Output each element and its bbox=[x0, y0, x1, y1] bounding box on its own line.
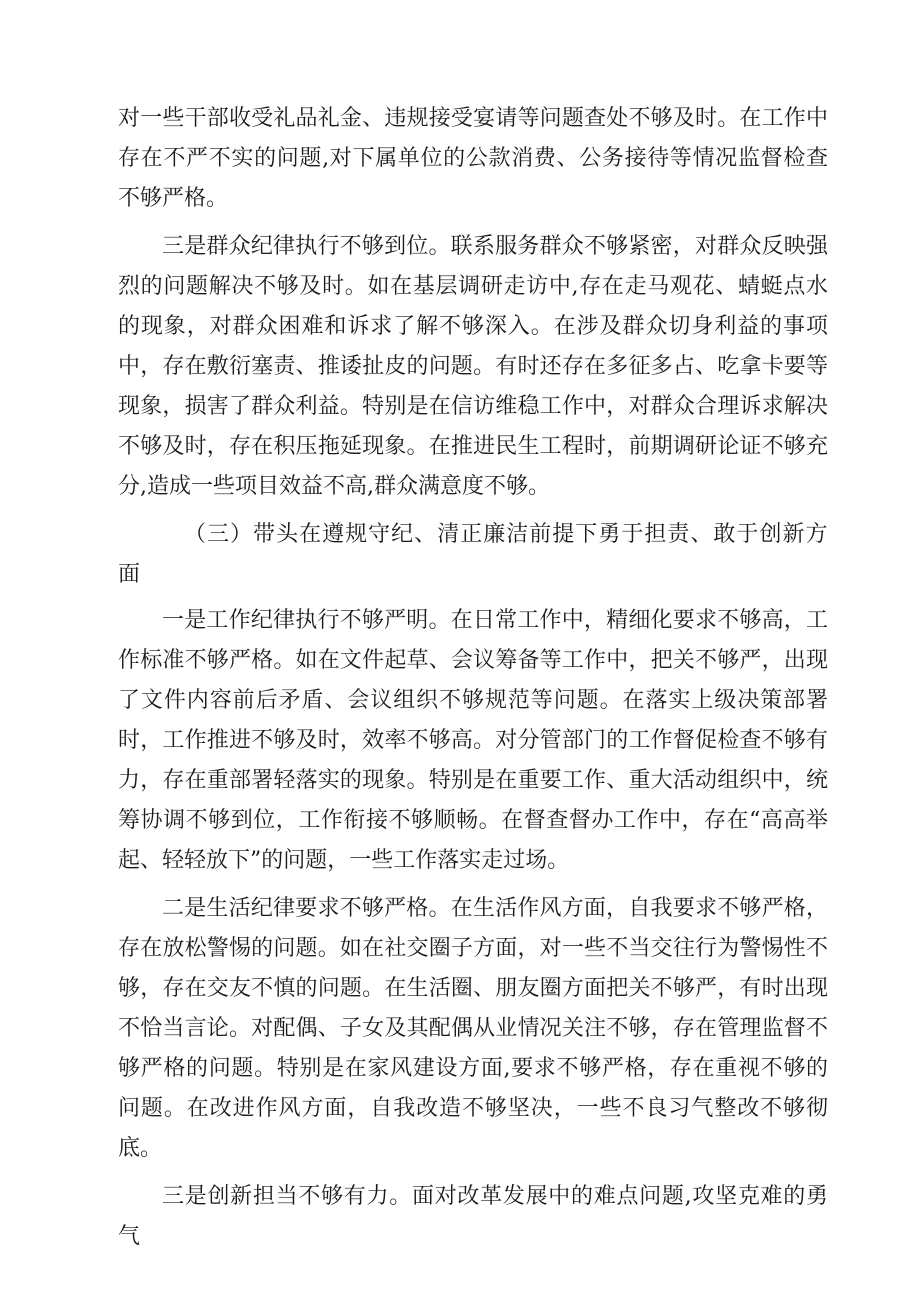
paragraph-mass-discipline: 三是群众纪律执行不够到位。联系服务群众不够紧密，对群众反映强烈的问题解决不够及时。如在基层调研走访中,存在走马观花、蜻蜓点水的现象，对群众困难和诉求了解不够深入。在涉及群众切身利益的事项中，存在敷衍塞责、推诿扯皮的问题。有时还存在多征多占、吃拿卡要等现象，损害了群众利益。特别是在信访维稳工作中，对群众合理诉求解决不够及时，存在积压拖延现象。在推进民生工程时，前期调研论证不够充分,造成一些项目效益不高,群众满意度不够。 bbox=[118, 234, 828, 499]
document-body bbox=[118, 99, 828, 1265]
paragraph-work-discipline: 一是工作纪律执行不够严明。在日常工作中，精细化要求不够高，工作标准不够严格。如在文件起草、会议筹备等工作中，把关不够严，出现了文件内容前后矛盾、会议组织不够规范等问题。在落实上级决策部署时，工作推进不够及时，效率不够高。对分管部门的工作督促检查不够有力，存在重部署轻落实的现象。特别是在重要工作、重大活动组织中，统筹协调不够到位，工作衔接不够顺畅。在督查督办工作中，存在“高高举起、轻轻放下”的问题，一些工作落实走过场。 bbox=[118, 608, 828, 873]
paragraph-continued: 对一些干部收受礼品礼金、违规接受宴请等问题查处不够及时。在工作中存在不严不实的问题,对下属单位的公款消费、公务接待等情况监督检查不够严格。 bbox=[118, 106, 828, 211]
paragraph-innovation: 三是创新担当不够有力。面对改革发展中的难点问题,攻坚克难的勇气 bbox=[118, 1184, 828, 1249]
paragraph-life-discipline: 二是生活纪律要求不够严格。在生活作风方面，自我要求不够严格，存在放松警惕的问题。如在社交圈子方面，对一些不当交往行为警惕性不够，存在交友不慎的问题。在生活圈、朋友圈方面把关不够严，有时出现不恰当言论。对配偶、子女及其配偶从业情况关注不够，存在管理监督不够严格的问题。特别是在家风建设方面,要求不够严格，存在重视不够的问题。在改进作风方面，自我改造不够坚决，一些不良习气整改不够彻底。 bbox=[118, 896, 828, 1161]
section-heading-three: （三）带头在遵规守纪、清正廉洁前提下勇于担责、敢于创新方面 bbox=[118, 522, 828, 587]
